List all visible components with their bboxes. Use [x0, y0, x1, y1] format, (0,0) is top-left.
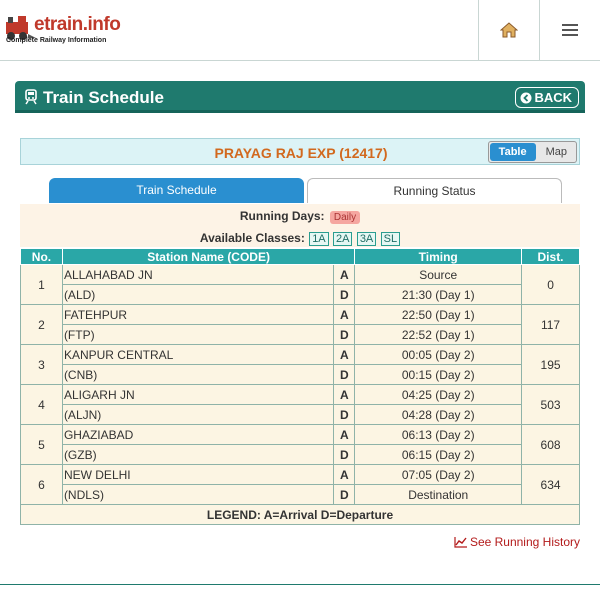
view-table-button[interactable]: Table [490, 143, 536, 161]
hamburger-menu-icon [562, 24, 578, 36]
arrival-marker: A [334, 425, 355, 445]
site-header [0, 0, 600, 61]
col-header-timing: Timing [355, 249, 522, 265]
departure-time: 21:30 (Day 1) [355, 285, 522, 305]
station-distance: 503 [522, 385, 580, 425]
table-row [21, 465, 580, 485]
arrival-marker: A [334, 345, 355, 365]
departure-marker: D [334, 285, 355, 305]
table-row [21, 325, 580, 345]
table-row [21, 285, 580, 305]
classes-label: Available Classes: [199, 231, 305, 245]
page-title: Train Schedule [43, 88, 164, 107]
arrival-time: 22:50 (Day 1) [355, 305, 522, 325]
arrival-time: 07:05 (Day 2) [355, 465, 522, 485]
departure-marker: D [334, 445, 355, 465]
station-code: (GZB) [62, 445, 333, 465]
view-toggle [488, 141, 577, 163]
home-icon [500, 22, 518, 38]
station-name: ALLAHABAD JN [62, 265, 333, 285]
station-distance: 195 [522, 345, 580, 385]
train-icon [25, 89, 37, 105]
station-name: ALIGARH JN [62, 385, 333, 405]
departure-marker: D [334, 365, 355, 385]
table-row [21, 485, 580, 505]
departure-marker: D [334, 325, 355, 345]
station-distance: 117 [522, 305, 580, 345]
chart-trend-icon [454, 536, 468, 548]
back-arrow-icon [520, 92, 532, 104]
departure-time: Destination [355, 485, 522, 505]
class-badge[interactable]: 1A [309, 232, 328, 246]
running-days-label: Running Days: [239, 209, 325, 223]
section-title-bar [15, 81, 585, 113]
brand-tagline: Complete Railway Information [6, 37, 107, 44]
station-name: FATEHPUR [62, 305, 333, 325]
col-header-no: No. [21, 249, 63, 265]
table-row [21, 445, 580, 465]
station-code: (FTP) [62, 325, 333, 345]
running-history-label: See Running History [469, 535, 580, 549]
tab-train-schedule[interactable]: Train Schedule [49, 178, 304, 203]
arrival-time: 00:05 (Day 2) [355, 345, 522, 365]
train-name-bar [20, 138, 580, 165]
schedule-tabs [49, 178, 562, 203]
table-legend: LEGEND: A=Arrival D=Departure [21, 505, 580, 525]
departure-marker: D [334, 485, 355, 505]
table-row [21, 265, 580, 285]
site-logo[interactable] [4, 10, 121, 50]
class-badge[interactable]: SL [381, 232, 400, 246]
departure-marker: D [334, 405, 355, 425]
departure-time: 22:52 (Day 1) [355, 325, 522, 345]
station-name: KANPUR CENTRAL [62, 345, 333, 365]
station-name: GHAZIABAD [62, 425, 333, 445]
home-button[interactable] [478, 0, 539, 60]
station-code: (ALD) [62, 285, 333, 305]
back-button-label: BACK [534, 90, 572, 105]
station-code: (ALJN) [62, 405, 333, 425]
running-days-badge: Daily [330, 211, 360, 224]
available-classes [20, 231, 580, 246]
departure-time: 04:28 (Day 2) [355, 405, 522, 425]
class-badge[interactable]: 3A [357, 232, 376, 246]
table-row [21, 305, 580, 325]
station-code: (NDLS) [62, 485, 333, 505]
departure-time: 06:15 (Day 2) [355, 445, 522, 465]
back-button[interactable] [515, 87, 579, 108]
running-history-link[interactable] [454, 535, 580, 549]
arrival-marker: A [334, 265, 355, 285]
class-badge[interactable]: 2A [333, 232, 352, 246]
station-number: 1 [21, 265, 63, 305]
station-number: 3 [21, 345, 63, 385]
arrival-marker: A [334, 385, 355, 405]
table-header-row [21, 249, 580, 265]
arrival-marker: A [334, 465, 355, 485]
station-number: 5 [21, 425, 63, 465]
station-code: (CNB) [62, 365, 333, 385]
running-days [20, 209, 580, 224]
departure-time: 00:15 (Day 2) [355, 365, 522, 385]
col-header-station: Station Name (CODE) [62, 249, 354, 265]
station-number: 6 [21, 465, 63, 505]
station-name: NEW DELHI [62, 465, 333, 485]
train-info-panel [20, 204, 580, 247]
menu-button[interactable] [539, 0, 600, 60]
table-row [21, 345, 580, 365]
table-row [21, 405, 580, 425]
table-row [21, 385, 580, 405]
tab-running-status[interactable]: Running Status [307, 178, 562, 203]
footer-divider [0, 584, 600, 585]
station-number: 4 [21, 385, 63, 425]
train-name: PRAYAG RAJ EXP (12417) [214, 145, 388, 161]
table-row [21, 365, 580, 385]
arrival-time: 06:13 (Day 2) [355, 425, 522, 445]
view-map-button[interactable]: Map [545, 146, 567, 158]
schedule-table [20, 248, 580, 525]
arrival-marker: A [334, 305, 355, 325]
brand-name: etrain.info [34, 14, 121, 35]
arrival-time: 04:25 (Day 2) [355, 385, 522, 405]
table-row [21, 425, 580, 445]
col-header-dist: Dist. [522, 249, 580, 265]
station-number: 2 [21, 305, 63, 345]
station-distance: 634 [522, 465, 580, 505]
station-distance: 0 [522, 265, 580, 305]
arrival-time: Source [355, 265, 522, 285]
station-distance: 608 [522, 425, 580, 465]
